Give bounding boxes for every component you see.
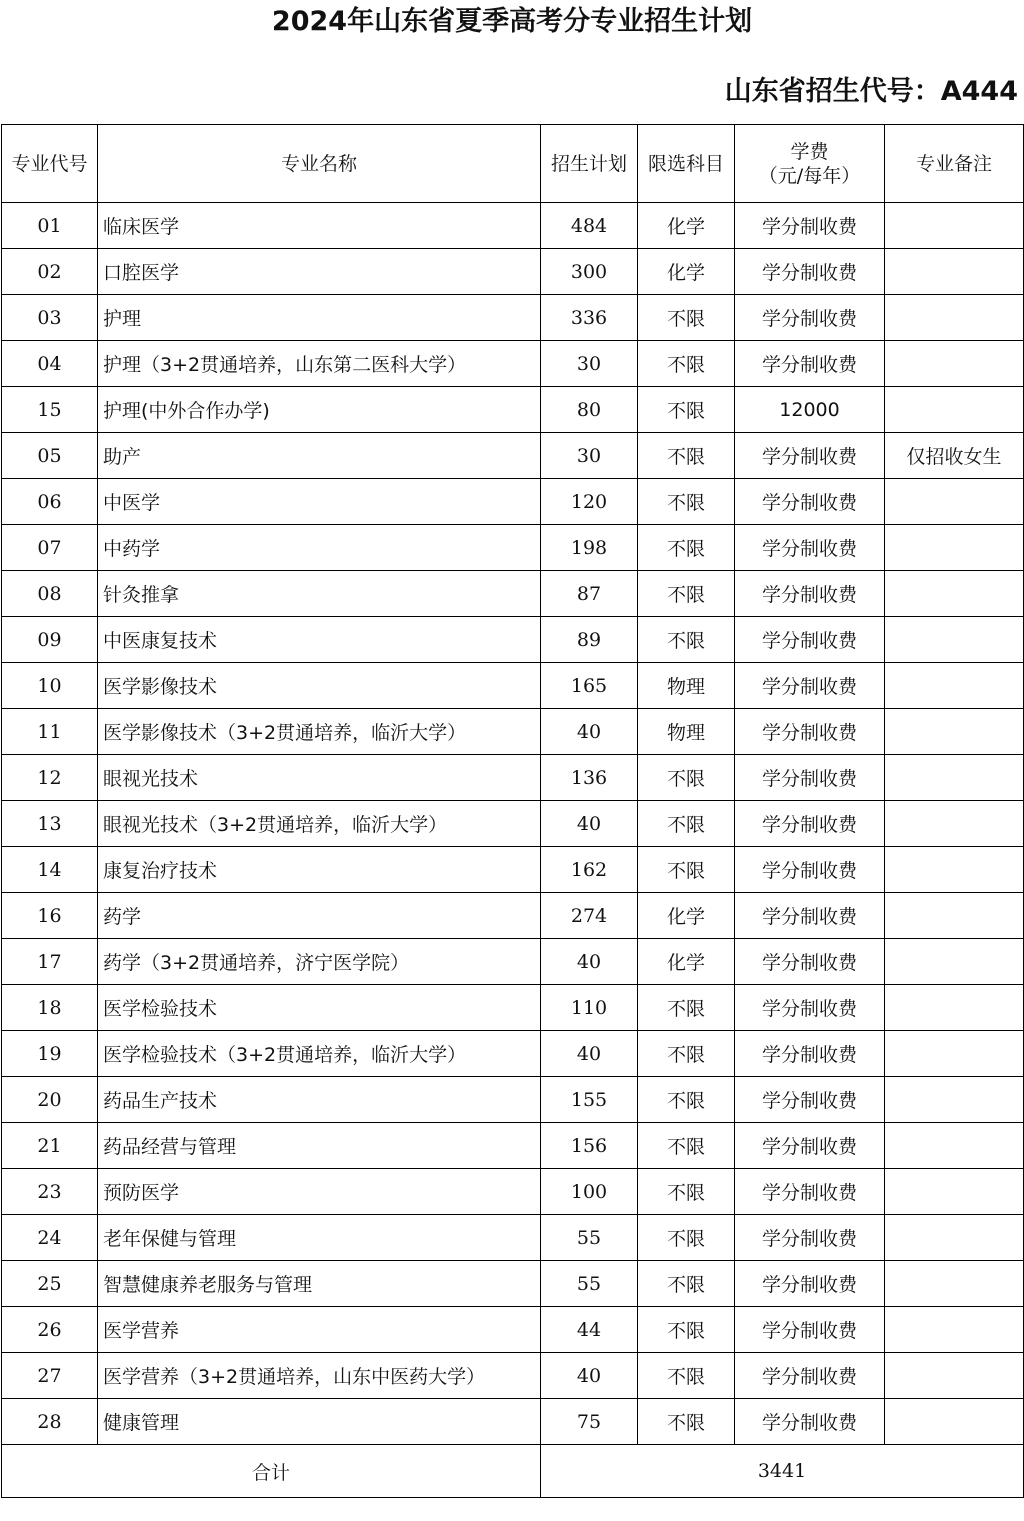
cell-code: 14 [2, 847, 98, 893]
table-row [2, 1123, 1024, 1169]
cell-subject: 物理 [638, 663, 735, 709]
cell-note [885, 203, 1024, 249]
table-row [2, 433, 1024, 479]
cell-plan: 40 [541, 801, 638, 847]
cell-code: 23 [2, 1169, 98, 1215]
col-header-plan: 招生计划 [541, 125, 638, 203]
table-row [2, 893, 1024, 939]
cell-fee: 学分制收费 [735, 617, 885, 663]
cell-plan: 100 [541, 1169, 638, 1215]
cell-name: 健康管理 [98, 1399, 541, 1445]
cell-subject: 不限 [638, 387, 735, 433]
cell-name: 眼视光技术（3+2贯通培养，临沂大学） [98, 801, 541, 847]
cell-subject: 不限 [638, 295, 735, 341]
table-row [2, 617, 1024, 663]
cell-name: 中医学 [98, 479, 541, 525]
col-header-name: 专业名称 [98, 125, 541, 203]
col-header-fee-line1: 学费 [790, 140, 829, 163]
cell-subject: 不限 [638, 755, 735, 801]
cell-note [885, 617, 1024, 663]
cell-fee: 学分制收费 [735, 341, 885, 387]
table-row [2, 1261, 1024, 1307]
cell-plan: 165 [541, 663, 638, 709]
cell-plan: 44 [541, 1307, 638, 1353]
cell-plan: 110 [541, 985, 638, 1031]
cell-note [885, 249, 1024, 295]
cell-name: 医学影像技术 [98, 663, 541, 709]
cell-fee: 学分制收费 [735, 1215, 885, 1261]
cell-code: 19 [2, 1031, 98, 1077]
cell-name: 老年保健与管理 [98, 1215, 541, 1261]
cell-code: 07 [2, 525, 98, 571]
cell-subject: 不限 [638, 1307, 735, 1353]
table-row [2, 847, 1024, 893]
cell-plan: 30 [541, 433, 638, 479]
cell-fee: 学分制收费 [735, 847, 885, 893]
cell-fee: 学分制收费 [735, 479, 885, 525]
cell-note [885, 1399, 1024, 1445]
cell-plan: 155 [541, 1077, 638, 1123]
cell-code: 17 [2, 939, 98, 985]
cell-name: 预防医学 [98, 1169, 541, 1215]
cell-fee: 学分制收费 [735, 433, 885, 479]
enrollment-plan-table [1, 124, 1024, 1498]
cell-code: 18 [2, 985, 98, 1031]
cell-fee: 学分制收费 [735, 1031, 885, 1077]
cell-subject: 不限 [638, 847, 735, 893]
cell-name: 护理（3+2贯通培养，山东第二医科大学） [98, 341, 541, 387]
cell-fee: 学分制收费 [735, 571, 885, 617]
cell-fee: 学分制收费 [735, 1123, 885, 1169]
cell-subject: 不限 [638, 985, 735, 1031]
cell-fee: 学分制收费 [735, 939, 885, 985]
table-row [2, 1353, 1024, 1399]
cell-plan: 40 [541, 1031, 638, 1077]
cell-code: 11 [2, 709, 98, 755]
cell-fee: 学分制收费 [735, 709, 885, 755]
cell-note [885, 479, 1024, 525]
cell-fee: 12000 [735, 387, 885, 433]
cell-plan: 162 [541, 847, 638, 893]
cell-code: 03 [2, 295, 98, 341]
cell-code: 04 [2, 341, 98, 387]
cell-plan: 75 [541, 1399, 638, 1445]
table-row [2, 1031, 1024, 1077]
cell-plan: 40 [541, 939, 638, 985]
cell-name: 中医康复技术 [98, 617, 541, 663]
cell-plan: 89 [541, 617, 638, 663]
col-header-fee [735, 125, 885, 203]
cell-note [885, 1261, 1024, 1307]
cell-subject: 不限 [638, 801, 735, 847]
cell-note [885, 525, 1024, 571]
cell-subject: 不限 [638, 617, 735, 663]
cell-fee: 学分制收费 [735, 249, 885, 295]
cell-fee: 学分制收费 [735, 1399, 885, 1445]
cell-code: 10 [2, 663, 98, 709]
cell-name: 口腔医学 [98, 249, 541, 295]
cell-plan: 55 [541, 1215, 638, 1261]
cell-subject: 不限 [638, 479, 735, 525]
table-row [2, 1399, 1024, 1445]
table-row [2, 1215, 1024, 1261]
cell-code: 21 [2, 1123, 98, 1169]
cell-note [885, 1077, 1024, 1123]
cell-plan: 136 [541, 755, 638, 801]
cell-name: 医学检验技术（3+2贯通培养，临沂大学） [98, 1031, 541, 1077]
total-value: 3441 [541, 1445, 1024, 1498]
cell-subject: 化学 [638, 249, 735, 295]
cell-name: 医学影像技术（3+2贯通培养，临沂大学） [98, 709, 541, 755]
total-label: 合计 [2, 1445, 541, 1498]
table-row [2, 801, 1024, 847]
cell-plan: 198 [541, 525, 638, 571]
cell-note [885, 341, 1024, 387]
table-row [2, 939, 1024, 985]
cell-subject: 不限 [638, 571, 735, 617]
table-row [2, 709, 1024, 755]
cell-code: 05 [2, 433, 98, 479]
cell-code: 28 [2, 1399, 98, 1445]
table-body [2, 203, 1024, 1445]
cell-subject: 不限 [638, 341, 735, 387]
cell-subject: 不限 [638, 1077, 735, 1123]
cell-code: 12 [2, 755, 98, 801]
cell-note [885, 1169, 1024, 1215]
cell-name: 医学检验技术 [98, 985, 541, 1031]
cell-subject: 不限 [638, 1261, 735, 1307]
cell-code: 13 [2, 801, 98, 847]
cell-fee: 学分制收费 [735, 755, 885, 801]
col-header-subject: 限选科目 [638, 125, 735, 203]
table-row [2, 985, 1024, 1031]
cell-fee: 学分制收费 [735, 1261, 885, 1307]
cell-subject: 化学 [638, 939, 735, 985]
table-row [2, 295, 1024, 341]
cell-fee: 学分制收费 [735, 295, 885, 341]
cell-note [885, 893, 1024, 939]
cell-note [885, 801, 1024, 847]
cell-name: 临床医学 [98, 203, 541, 249]
cell-code: 27 [2, 1353, 98, 1399]
cell-name: 药学 [98, 893, 541, 939]
province-code: 山东省招生代号：A444 [724, 76, 1018, 107]
cell-note [885, 663, 1024, 709]
cell-fee: 学分制收费 [735, 1307, 885, 1353]
cell-subject: 不限 [638, 1353, 735, 1399]
cell-note [885, 847, 1024, 893]
cell-note [885, 939, 1024, 985]
cell-code: 09 [2, 617, 98, 663]
cell-fee: 学分制收费 [735, 1353, 885, 1399]
cell-name: 医学营养 [98, 1307, 541, 1353]
cell-note [885, 571, 1024, 617]
col-header-code: 专业代号 [2, 125, 98, 203]
cell-plan: 120 [541, 479, 638, 525]
table-row [2, 387, 1024, 433]
cell-name: 护理(中外合作办学) [98, 387, 541, 433]
cell-note [885, 1307, 1024, 1353]
cell-fee: 学分制收费 [735, 893, 885, 939]
cell-name: 药品生产技术 [98, 1077, 541, 1123]
cell-note [885, 295, 1024, 341]
cell-name: 针灸推拿 [98, 571, 541, 617]
cell-code: 02 [2, 249, 98, 295]
cell-plan: 274 [541, 893, 638, 939]
cell-subject: 化学 [638, 203, 735, 249]
cell-note [885, 1353, 1024, 1399]
table-row [2, 755, 1024, 801]
cell-subject: 不限 [638, 525, 735, 571]
cell-plan: 300 [541, 249, 638, 295]
cell-plan: 30 [541, 341, 638, 387]
cell-subject: 化学 [638, 893, 735, 939]
table-row [2, 1077, 1024, 1123]
table-row [2, 479, 1024, 525]
header-row [2, 125, 1024, 203]
cell-code: 01 [2, 203, 98, 249]
cell-name: 药学（3+2贯通培养，济宁医学院） [98, 939, 541, 985]
cell-fee: 学分制收费 [735, 1077, 885, 1123]
cell-name: 助产 [98, 433, 541, 479]
cell-fee: 学分制收费 [735, 663, 885, 709]
cell-note [885, 1123, 1024, 1169]
col-header-note: 专业备注 [885, 125, 1024, 203]
cell-name: 药品经营与管理 [98, 1123, 541, 1169]
table-row [2, 663, 1024, 709]
cell-name: 医学营养（3+2贯通培养，山东中医药大学） [98, 1353, 541, 1399]
cell-code: 20 [2, 1077, 98, 1123]
cell-plan: 156 [541, 1123, 638, 1169]
cell-code: 24 [2, 1215, 98, 1261]
cell-code: 16 [2, 893, 98, 939]
cell-note: 仅招收女生 [885, 433, 1024, 479]
cell-name: 中药学 [98, 525, 541, 571]
cell-code: 06 [2, 479, 98, 525]
cell-note [885, 387, 1024, 433]
total-row [2, 1445, 1024, 1498]
cell-plan: 40 [541, 1353, 638, 1399]
cell-subject: 不限 [638, 1031, 735, 1077]
cell-code: 25 [2, 1261, 98, 1307]
table-row [2, 1307, 1024, 1353]
cell-note [885, 709, 1024, 755]
cell-name: 眼视光技术 [98, 755, 541, 801]
cell-subject: 物理 [638, 709, 735, 755]
cell-plan: 80 [541, 387, 638, 433]
cell-fee: 学分制收费 [735, 801, 885, 847]
table-row [2, 341, 1024, 387]
cell-plan: 336 [541, 295, 638, 341]
cell-note [885, 985, 1024, 1031]
cell-name: 护理 [98, 295, 541, 341]
cell-fee: 学分制收费 [735, 1169, 885, 1215]
cell-name: 智慧健康养老服务与管理 [98, 1261, 541, 1307]
cell-plan: 55 [541, 1261, 638, 1307]
table-row [2, 1169, 1024, 1215]
cell-plan: 40 [541, 709, 638, 755]
cell-note [885, 755, 1024, 801]
cell-code: 08 [2, 571, 98, 617]
cell-fee: 学分制收费 [735, 203, 885, 249]
cell-note [885, 1031, 1024, 1077]
table-row [2, 525, 1024, 571]
cell-subject: 不限 [638, 1399, 735, 1445]
table-row [2, 571, 1024, 617]
cell-name: 康复治疗技术 [98, 847, 541, 893]
col-header-fee-line2: （元/每年） [758, 164, 861, 187]
cell-subject: 不限 [638, 1123, 735, 1169]
cell-plan: 87 [541, 571, 638, 617]
cell-subject: 不限 [638, 433, 735, 479]
cell-code: 15 [2, 387, 98, 433]
cell-plan: 484 [541, 203, 638, 249]
cell-fee: 学分制收费 [735, 525, 885, 571]
table-row [2, 203, 1024, 249]
cell-subject: 不限 [638, 1169, 735, 1215]
cell-note [885, 1215, 1024, 1261]
page-title: 2024年山东省夏季高考分专业招生计划 [271, 6, 753, 37]
cell-fee: 学分制收费 [735, 985, 885, 1031]
cell-subject: 不限 [638, 1215, 735, 1261]
table-row [2, 249, 1024, 295]
cell-code: 26 [2, 1307, 98, 1353]
